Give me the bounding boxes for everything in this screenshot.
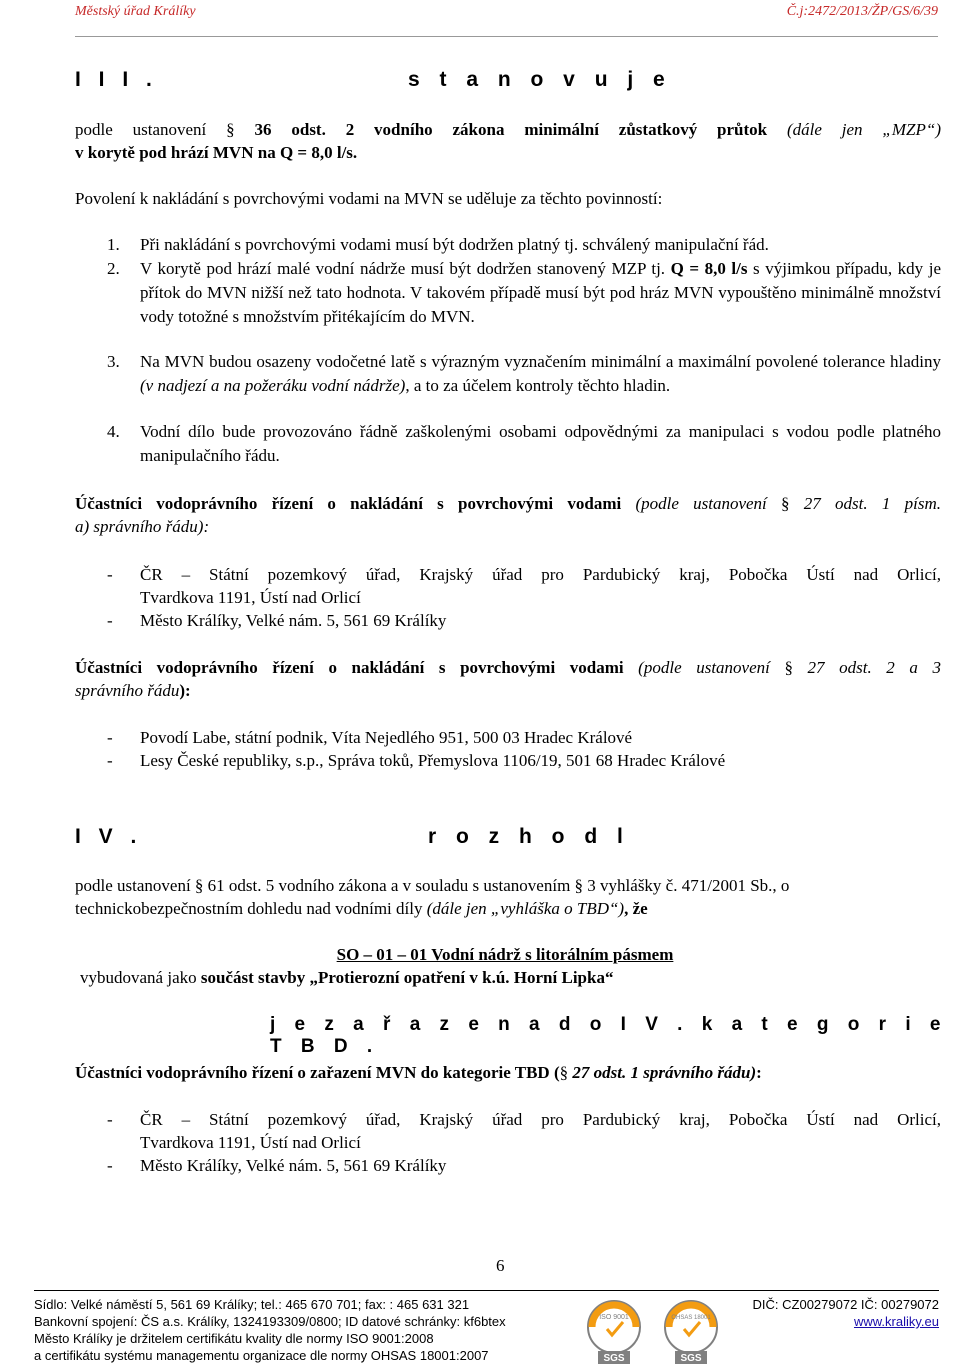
built-as-line: vybudovaná jako součást stavby „Protierozní opatření v k.ú. Horní Lipka“ [80, 968, 614, 987]
footer-line-1 [34, 1296, 939, 1313]
footer-line-4: a certifikátu systému managementu organizace dle normy OHSAS 18001:2007 [34, 1348, 489, 1363]
list-item-4: 4. Vodní dílo bude provozováno řádně zaškolenými osobami odpovědnými za manipulaci s vodou podle platného manipulačního řádu. [107, 422, 941, 465]
dash-bullet: - [107, 751, 113, 770]
section-4-number: I V . [75, 825, 143, 848]
participant-1a-line1: ČR – Státní pozemkový úřad, Krajský úřad pro Pardubický kraj, Pobočka Ústí nad Orlicí, [140, 565, 941, 584]
ohsas-certification-badge-icon [660, 1299, 722, 1365]
so-title: SO – 01 – 01 Vodní nádrž s litorálním pásmem [336, 945, 674, 964]
participant-3a-line1: ČR – Státní pozemkový úřad, Krajský úřad pro Pardubický kraj, Pobočka Ústí nad Orlicí, [140, 1110, 941, 1129]
list-item-1: 1. Při nakládání s povrchovými vodami musí být dodržen platný tj. schválený manipulační řád. [107, 235, 769, 254]
header-office: Městský úřad Králíky [75, 4, 196, 19]
category-statement: j e z a ř a z e n a d o I V . k a t e g o r i e T B D . [270, 1014, 948, 1057]
header-divider [75, 36, 938, 37]
iso-certification-badge-icon [583, 1299, 645, 1365]
section-3-para1-line1: podle ustanovení § 36 odst. 2 vodního zákona minimální zůstatkový průtok (dále jen „MZP“) [75, 120, 941, 139]
svg-text:ISO 9001: ISO 9001 [599, 1314, 629, 1321]
footer-divider [34, 1290, 939, 1291]
section-3-heading: s t a n o v u j e [408, 68, 672, 91]
section-3-number: I I I . [75, 68, 158, 91]
section-4-para1-line2: technickobezpečnostním dohledu nad vodními díly (dále jen „vyhláška o TBD“), že [75, 899, 648, 918]
participant-3a-line2: Tvardkova 1191, Ústí nad Orlicí [140, 1133, 361, 1152]
section-3-para2: Povolení k nakládání s povrchovými vodami na MVN se uděluje za těchto povinností: [75, 189, 663, 208]
participant-3b: Město Králíky, Velké nám. 5, 561 69 Králíky [140, 1156, 447, 1175]
dash-bullet: - [107, 728, 113, 747]
page-number: 6 [496, 1256, 505, 1275]
dash-bullet: - [107, 1156, 113, 1175]
list-item-2: 2. V korytě pod hrází malé vodní nádrže musí být dodržen stanovený MZP tj. Q = 8,0 l/s s výjimkou případu, kdy je přítok do MVN nižší než tato hodnota. V takovém případě musí být pod hráz MVN vypouštěno minimálně množství vody totožné s množstvím přitékajícím do MVN. [107, 259, 941, 326]
header-reference: Č.j:2472/2013/ŽP/GS/6/39 [786, 4, 938, 19]
participant-1a-line2: Tvardkova 1191, Ústí nad Orlicí [140, 588, 361, 607]
section-4-heading: r o z h o d l [428, 825, 630, 848]
footer-line-2 [34, 1313, 939, 1330]
dash-bullet: - [107, 565, 113, 584]
footer-tax-ids: DIČ: CZ00279072 IČ: 00279072 [752, 1297, 939, 1312]
participants-2-line2: správního řádu): [75, 681, 191, 700]
participants-2-line1: Účastníci vodoprávního řízení o nakládání s povrchovými vodami (podle ustanovení § 27 odst. 2 a 3 [75, 658, 941, 677]
participant-1b: Město Králíky, Velké nám. 5, 561 69 Králíky [140, 611, 447, 630]
footer-bank: Bankovní spojení: ČS a.s. Králíky, 1324193309/0800; ID datové schránky: kf6btex [34, 1314, 506, 1329]
participant-2a: Povodí Labe, státní podnik, Víta Nejedlého 951, 500 03 Hradec Králové [140, 728, 633, 747]
participants-1-line1: Účastníci vodoprávního řízení o nakládání s povrchovými vodami (podle ustanovení § 27 odst. 1 písm. [75, 494, 941, 513]
participants-3-line: Účastníci vodoprávního řízení o zařazení MVN do kategorie TBD (§ 27 odst. 1 správního řádu): [75, 1063, 762, 1082]
participant-2b: Lesy České republiky, s.p., Správa toků, Přemyslova 1106/19, 501 68 Hradec Králové [140, 751, 726, 770]
svg-text:SGS: SGS [603, 1353, 625, 1364]
svg-text:OHSAS 18001: OHSAS 18001 [671, 1315, 711, 1321]
footer-line-3: Město Králíky je držitelem certifikátu kvality dle normy ISO 9001:2008 [34, 1331, 434, 1346]
svg-text:SGS: SGS [680, 1353, 702, 1364]
section-4-para1-line1: podle ustanovení § 61 odst. 5 vodního zákona a v souladu s ustanovením § 3 vyhlášky č. 471/2001 Sb., o [75, 876, 790, 895]
participants-1-line2: a) správního řádu): [75, 517, 210, 536]
section-3-para1-line2: v korytě pod hrází MVN na Q = 8,0 l/s. [75, 143, 358, 162]
dash-bullet: - [107, 1110, 113, 1129]
dash-bullet: - [107, 611, 113, 630]
list-item-3: 3. Na MVN budou osazeny vodočetné latě s výrazným vyznačením minimální a maximální povolené tolerance hladiny (v nadjezí a na požeráku vodní nádrže), a to za účelem kontroly těchto hladin. [107, 352, 941, 395]
footer-website-link[interactable]: www.kraliky.eu [853, 1314, 939, 1329]
footer-address: Sídlo: Velké náměstí 5, 561 69 Králíky; tel.: 465 670 701; fax: : 465 631 321 [34, 1297, 470, 1312]
